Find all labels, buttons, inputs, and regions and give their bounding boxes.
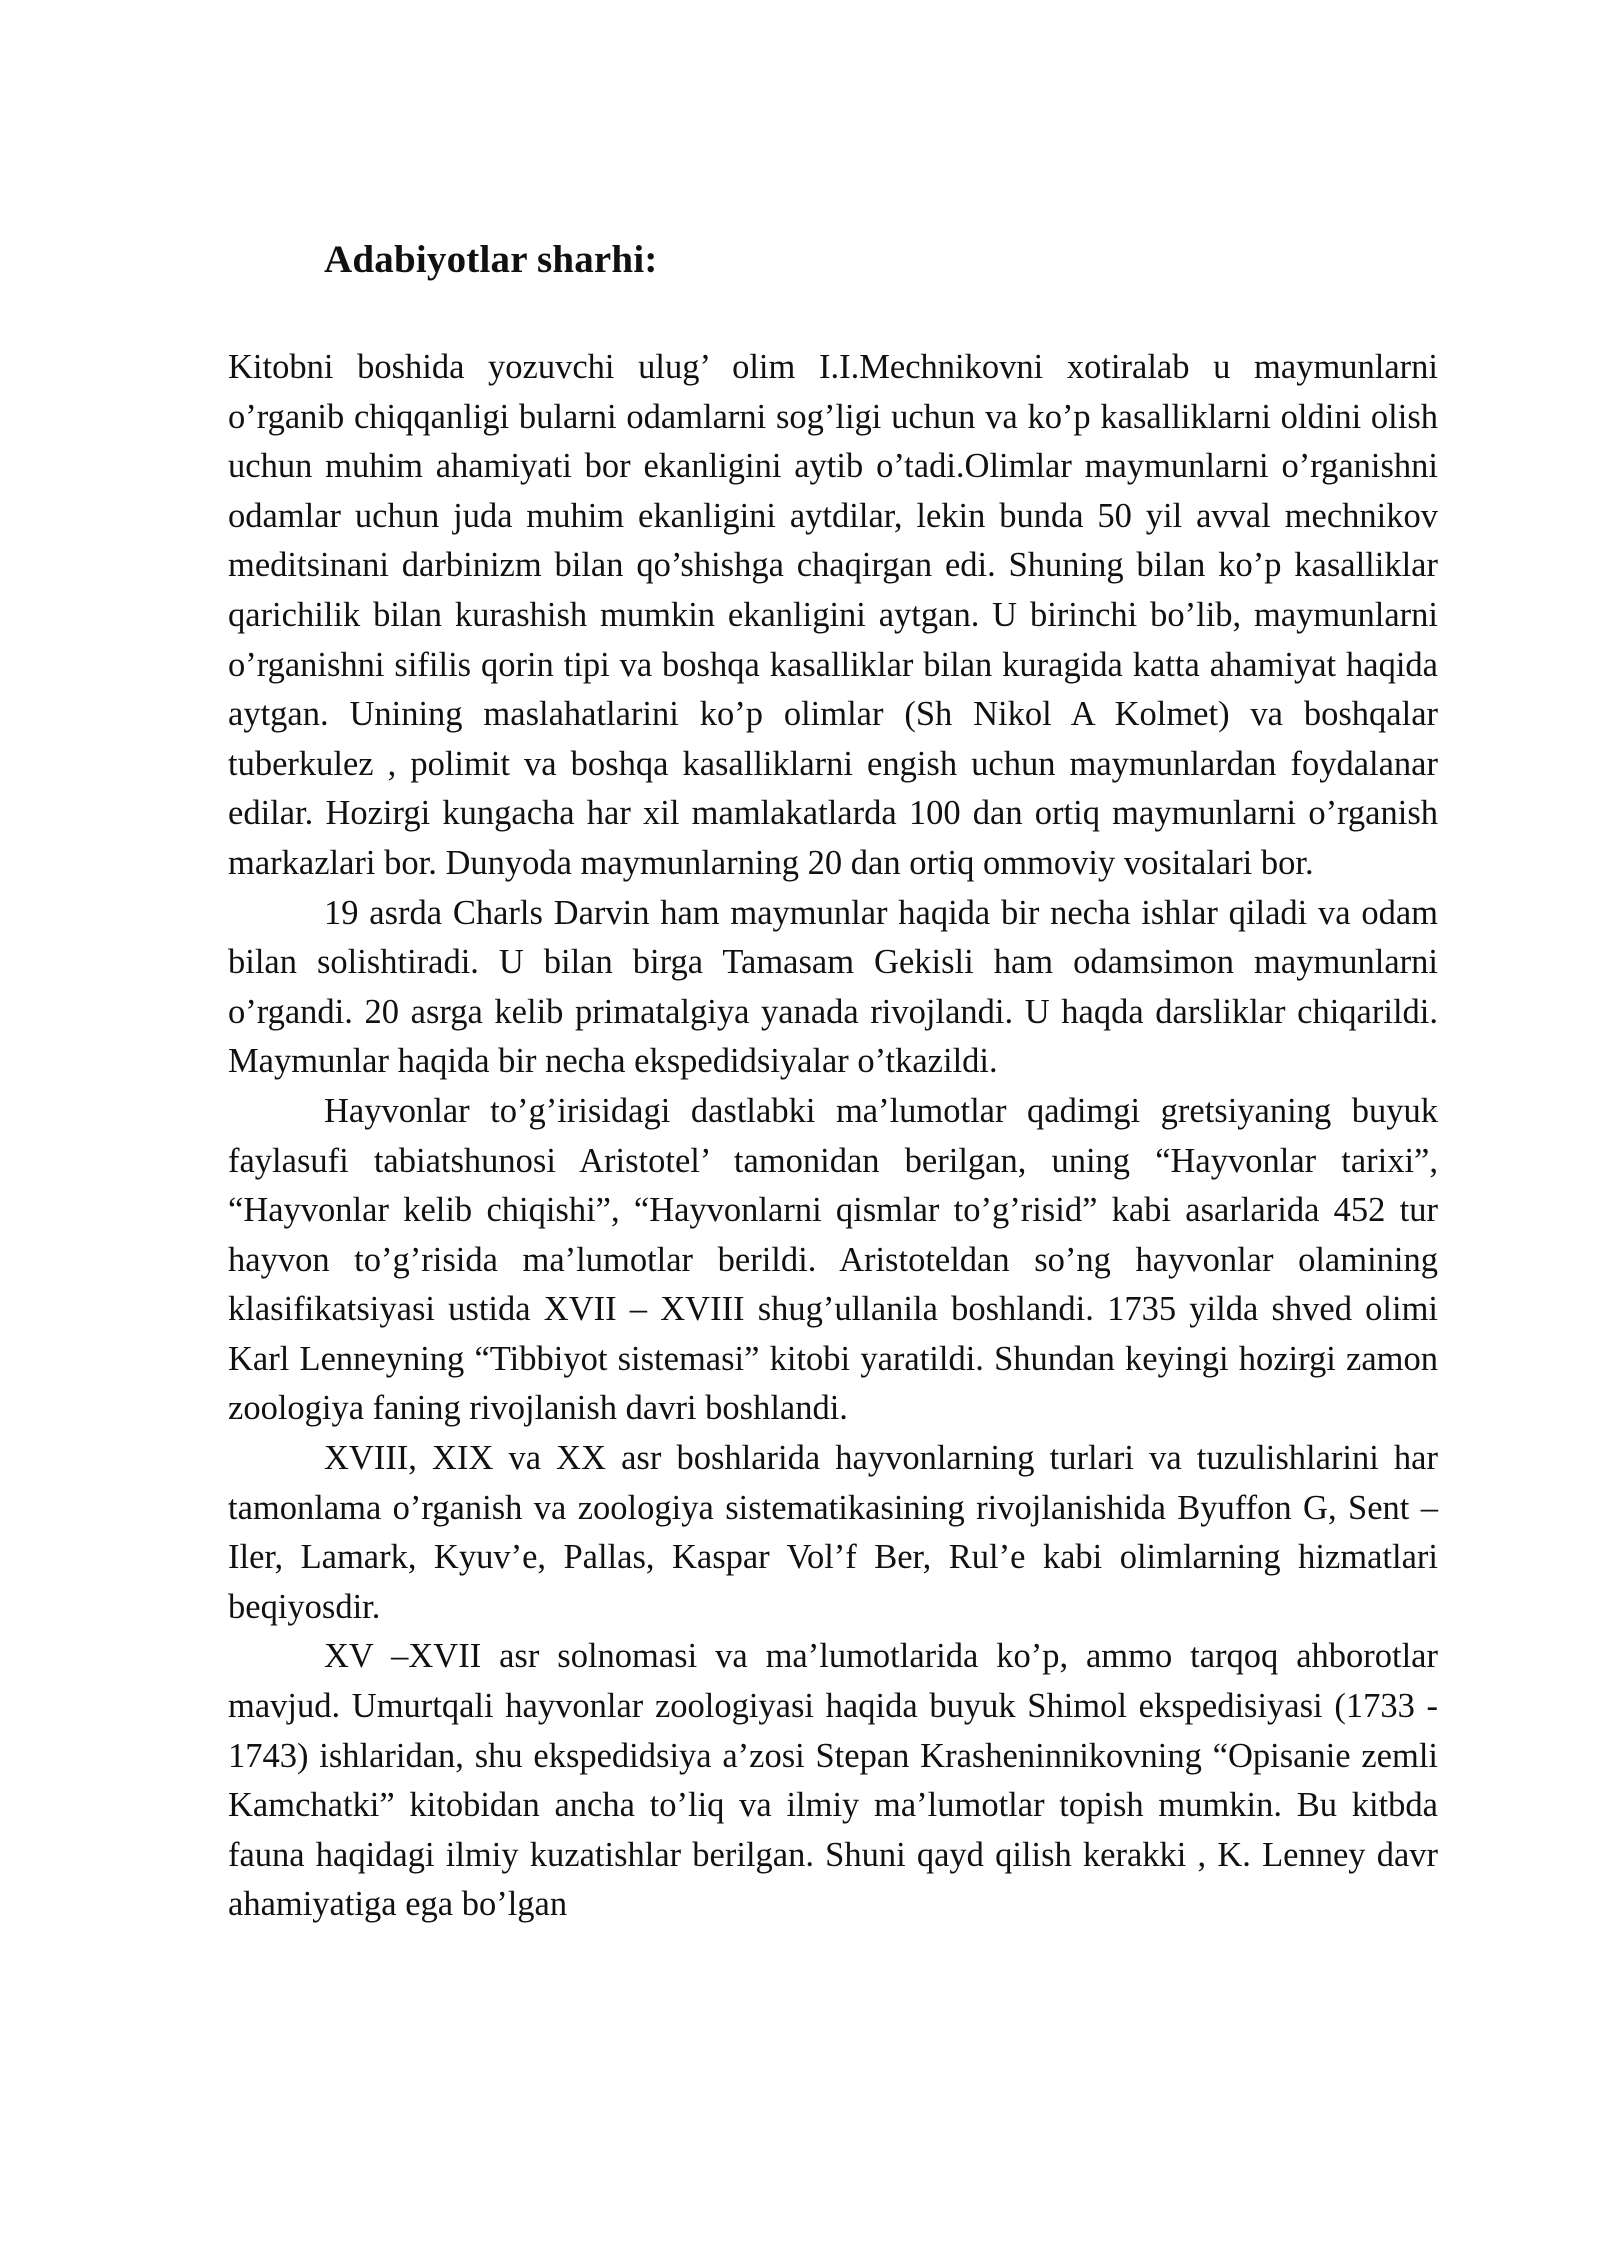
document-page: [228, 225, 1438, 1930]
section-heading: Adabiyotlar sharhi:: [324, 238, 658, 281]
paragraph-15-17-centuries: XV –XVII asr solnomasi va ma’lumotlarida ko’p, ammo tarqoq ahborotlar mavjud. Umurtqali hayvonlar zoologiyasi haqida buyuk Shimol ekspedisiyasi (1733 - 1743) ishlaridan, shu ekspedidsiya a’zosi Stepan Krasheninnikovning “Opisanie zemli Kamchatki” kitobidan ancha to’liq va ilmiy ma’lumotlar topish mumkin. Bu kitbda fauna haqidagi ilmiy kuzatishlar berilgan. Shuni qayd qilish kerakki , K. Lenney davr ahamiyatiga ega bo’lgan: [228, 1637, 1438, 1924]
paragraph-18-20-centuries: XVIII, XIX va XX asr boshlarida hayvonlarning turlari va tuzulishlarini har tamonlama o’rganish va zoologiya sistematikasining rivojlanishida Byuffon G, Sent – Iler, Lamark, Kyuv’e, Pallas, Kaspar Vol’f Ber, Rul’e kabi olimlarning hizmatlari beqiyosdir.: [228, 1439, 1438, 1626]
paragraph-mechnikov: Kitobni boshida yozuvchi ulug’ olim I.I.Mechnikovni xotiralab u maymunlarni o’rganib chiqqanligi bularni odamlarni sog’ligi uchun va ko’p kasalliklarni oldini olish uchun muhim ahamiyati bor ekanligini aytib o’tadi.Olimlar maymunlarni o’rganishni odamlar uchun juda muhim ekanligini aytdilar, lekin bunda 50 yil avval mechnikov meditsinani darbinizm bilan qo’shishga chaqirgan edi. Shuning bilan ko’p kasalliklar qarichilik bilan kurashish mumkin ekanligini aytgan. U birinchi bo’lib, maymunlarni o’rganishni sifilis qorin tipi va boshqa kasalliklar bilan kuragida katta ahamiyat haqida aytgan. Unining maslahatlarini ko’p olimlar (Sh Nikol A Kolmet) va boshqalar tuberkulez , polimit va boshqa kasalliklarni engish uchun maymunlardan foydalanar edilar. Hozirgi kungacha har xil mamlakatlarda 100 dan ortiq maymunlarni o’rganish markazlari bor. Dunyoda maymunlarning 20 dan ortiq ommoviy vositalari bor.: [228, 348, 1438, 882]
paragraph-aristotle: Hayvonlar to’g’irisidagi dastlabki ma’lumotlar qadimgi gretsiyaning buyuk faylasufi tabiatshunosi Aristotel’ tamonidan berilgan, uning “Hayvonlar tarixi”, “Hayvonlar kelib chiqishi”, “Hayvonlarni qismlar to’g’risid” kabi asarlarida 452 tur hayvon to’g’risida ma’lumotlar berildi. Aristoteldan so’ng hayvonlar olamining klasifikatsiyasi ustida XVII – XVIII shug’ullanila boshlandi. 1735 yilda shved olimi Karl Lenneyning “Tibbiyot sistemasi” kitobi yaratildi. Shundan keyingi hozirgi zamon zoologiya faning rivojlanish davri boshlandi.: [228, 1091, 1438, 1428]
paragraph-darwin: 19 asrda Charls Darvin ham maymunlar haqida bir necha ishlar qiladi va odam bilan solishtiradi. U bilan birga Tamasam Gekisli ham odamsimon maymunlarni o’rgandi. 20 asrga kelib primatalgiya yanada rivojlandi. U haqda darsliklar chiqarildi. Maymunlar haqida bir necha ekspedidsiyalar o’tkazildi.: [228, 893, 1438, 1081]
